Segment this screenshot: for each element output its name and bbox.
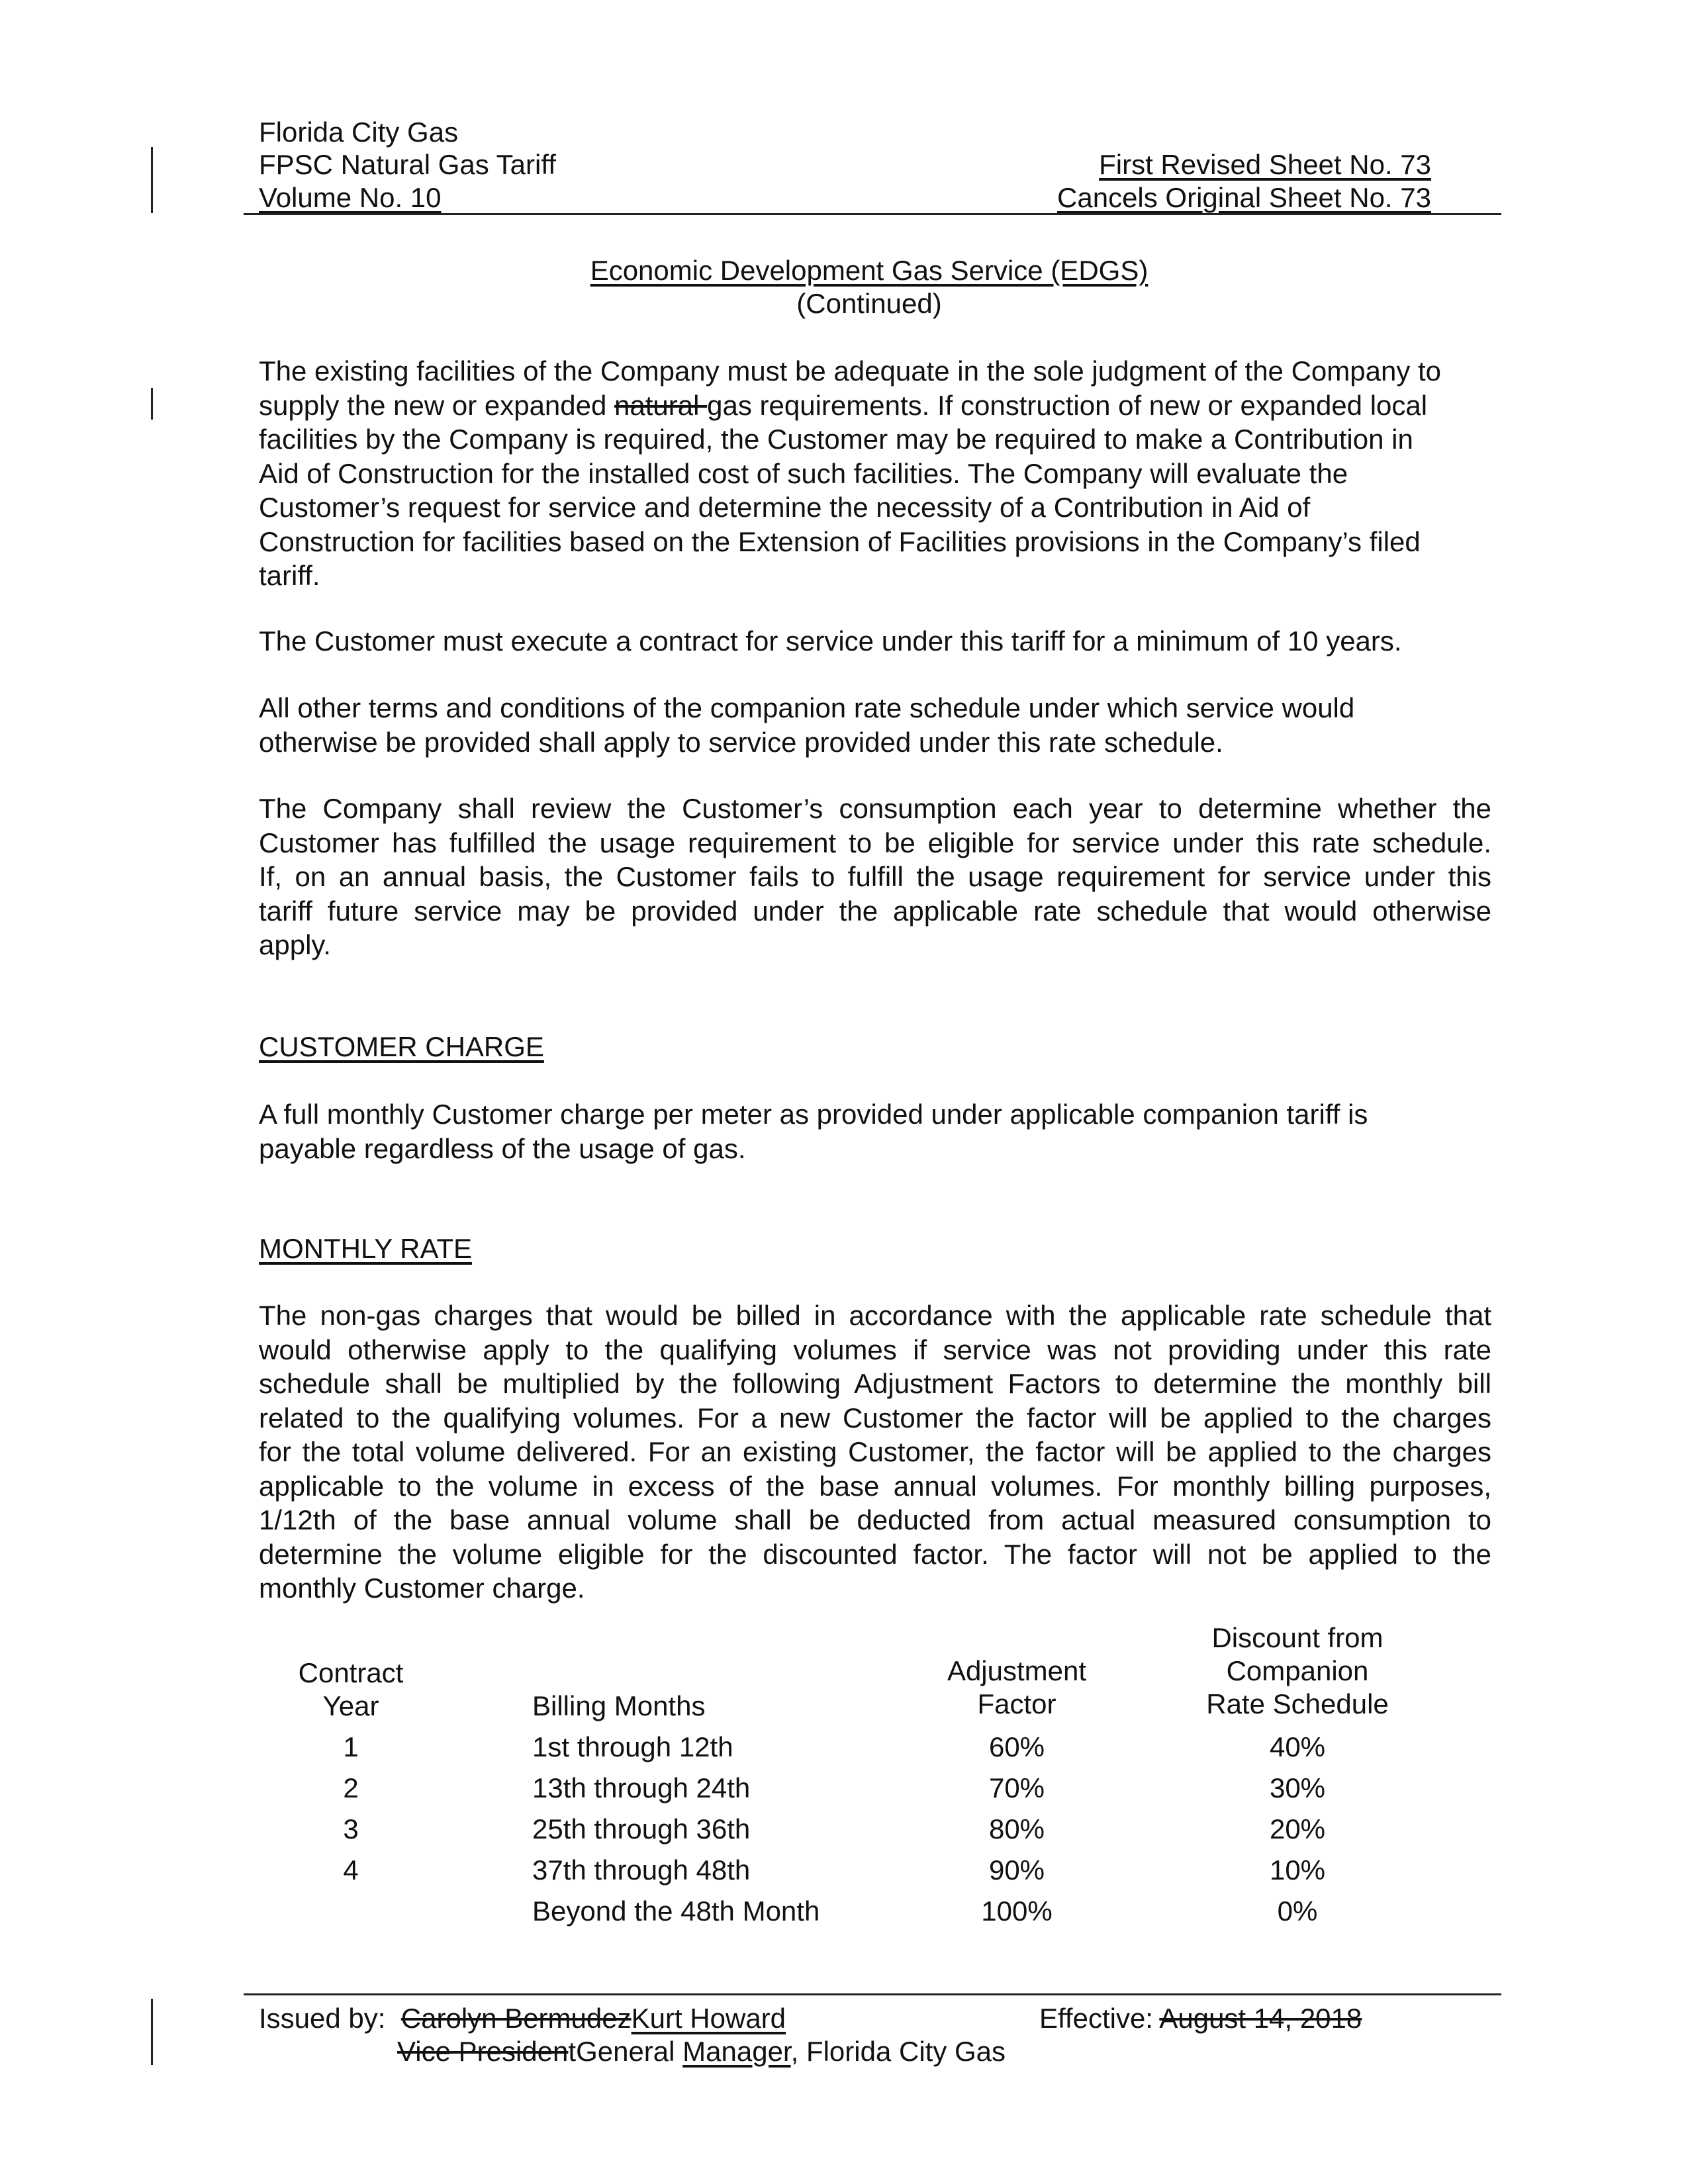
monthly-rate-text: [259, 1298, 1491, 1606]
struck-effective-date: August 14, 2018: [1159, 2003, 1362, 2034]
text-line: for the total volume delivered. For an existing Customer, the factor will be applied to the charges: [259, 1436, 1491, 1467]
issuer-name: Kurt Howard: [631, 2003, 786, 2034]
page-title: Economic Development Gas Service (EDGS): [590, 255, 1149, 286]
tariff-name: FPSC Natural Gas Tariff: [259, 149, 556, 180]
table-cell-factor: 90%: [988, 1854, 1045, 1886]
cancels-sheet: Cancels Original Sheet No. 73: [1057, 182, 1431, 213]
effective-date: [1039, 2002, 1362, 2035]
monthly-rate-heading: MONTHLY RATE: [259, 1233, 473, 1264]
volume-number: Volume No. 10: [259, 182, 442, 213]
text-line: Construction for facilities based on the Extension of Facilities provisions in the Company’s filed: [259, 525, 1421, 557]
text-line: applicable to the volume in excess of the base annual volumes. For monthly billing purposes,: [259, 1470, 1491, 1502]
title-manager: Manager: [682, 2036, 791, 2067]
col-header-factor: Factor: [977, 1688, 1056, 1719]
text-line: Customer’s request for service and determine the necessity of a Contribution in Aid of: [259, 492, 1311, 523]
header-rule: [244, 213, 1501, 215]
text-line: facilities by the Company is required, the Customer may be required to make a Contribution in: [259, 424, 1413, 455]
col-header-discount: Discount from: [1211, 1622, 1383, 1653]
text-line: The Customer must execute a contract for service under this tariff for a minimum of 10 years.: [259, 625, 1402, 657]
table-cell-months: 13th through 24th: [532, 1772, 751, 1803]
struck-title: Vice Presiden: [397, 2036, 569, 2067]
text-line: monthly Customer charge.: [259, 1572, 585, 1604]
issued-by: [259, 2002, 786, 2035]
text-line: schedule shall be multiplied by the following Adjustment Factors to determine the monthly bill: [259, 1368, 1491, 1399]
text-line: If, on an annual basis, the Customer fails to fulfill the usage requirement for service under this: [259, 861, 1491, 892]
struck-issuer: Carolyn Bermudez: [400, 2003, 632, 2034]
table-cell-factor: 60%: [988, 1731, 1045, 1762]
text-line: A full monthly Customer charge per meter as provided under applicable companion tariff is: [259, 1099, 1368, 1130]
text-line: The Company shall review the Customer’s consumption each year to determine whether the: [259, 793, 1491, 824]
table-cell-months: 25th through 36th: [532, 1813, 751, 1844]
table-cell-discount: 10%: [1269, 1854, 1326, 1886]
col-header-rate-schedule: Rate Schedule: [1206, 1688, 1389, 1719]
text-line: would otherwise apply to the qualifying volumes if service was not providing under this rate: [259, 1334, 1491, 1365]
table-cell-factor: 70%: [988, 1772, 1045, 1803]
paragraph-facilities: [259, 354, 1497, 593]
paragraph-review: [259, 792, 1491, 962]
text-line: The non-gas charges that would be billed in accordance with the applicable rate schedule that: [259, 1300, 1491, 1331]
paragraph-terms: [259, 691, 1497, 759]
issued-label: Issued by:: [259, 2003, 386, 2034]
text-line: supply the new or expanded natural gas requirements. If construction of new or expanded local: [259, 389, 1428, 421]
paragraph-contract: [259, 624, 1497, 659]
text-line: The existing facilities of the Company must be adequate in the sole judgment of the Company to: [259, 355, 1442, 387]
struck-text: natural: [614, 389, 708, 421]
text-line: All other terms and conditions of the companion rate schedule under which service would: [259, 692, 1355, 723]
text-line: 1/12th of the base annual volume shall be deducted from actual measured consumption to: [259, 1504, 1491, 1535]
table-cell-factor: 80%: [988, 1813, 1045, 1844]
text-line: related to the qualifying volumes. For a new Customer the factor will be applied to the charges: [259, 1402, 1491, 1433]
table-cell-discount: 30%: [1269, 1772, 1326, 1803]
table-cell-months: 37th through 48th: [532, 1854, 751, 1886]
revision-bar: [151, 147, 153, 213]
footer-rule: [244, 1993, 1501, 1995]
text-line: apply.: [259, 929, 331, 960]
table-cell-year: 1: [343, 1731, 359, 1762]
revision-bar: [151, 388, 153, 420]
page-subtitle: (Continued): [796, 288, 942, 319]
table-cell-year: 3: [343, 1813, 359, 1844]
col-header-billing-months: Billing Months: [532, 1690, 706, 1721]
text-line: tariff future service may be provided under the applicable rate schedule that would otherwise: [259, 895, 1491, 927]
col-header-contract: Contract: [298, 1657, 404, 1688]
table-cell-year: 4: [343, 1854, 359, 1886]
table-cell-factor: 100%: [981, 1895, 1053, 1927]
text-line: tariff.: [259, 560, 320, 591]
issuer-title: Vice PresidentGeneral Manager, Florida City Gas: [397, 2036, 1006, 2067]
col-header-year: Year: [322, 1690, 379, 1721]
revision-bar: [151, 1999, 153, 2065]
customer-charge-heading: CUSTOMER CHARGE: [259, 1031, 544, 1062]
customer-charge-text: [259, 1097, 1497, 1165]
col-header-companion: Companion: [1226, 1655, 1369, 1686]
table-cell-discount: 40%: [1269, 1731, 1326, 1762]
table-cell-months: Beyond the 48th Month: [532, 1895, 820, 1927]
effective-label: Effective:: [1039, 2003, 1160, 2034]
col-header-adjustment: Adjustment: [947, 1655, 1087, 1686]
company-name: Florida City Gas: [259, 116, 459, 148]
text-line: payable regardless of the usage of gas.: [259, 1132, 746, 1164]
table-cell-months: 1st through 12th: [532, 1731, 733, 1762]
sheet-number: First Revised Sheet No. 73: [1099, 149, 1431, 180]
table-cell-year: 2: [343, 1772, 359, 1803]
text-line: otherwise be provided shall apply to service provided under this rate schedule.: [259, 726, 1223, 758]
text-line: Aid of Construction for the installed cost of such facilities. The Company will evaluate the: [259, 457, 1348, 489]
table-cell-discount: 20%: [1269, 1813, 1326, 1844]
text-line: Customer has fulfilled the usage requirement to be eligible for service under this rate schedule.: [259, 827, 1491, 858]
text-line: determine the volume eligible for the discounted factor. The factor will not be applied to the: [259, 1538, 1491, 1570]
table-cell-discount: 0%: [1277, 1895, 1318, 1927]
